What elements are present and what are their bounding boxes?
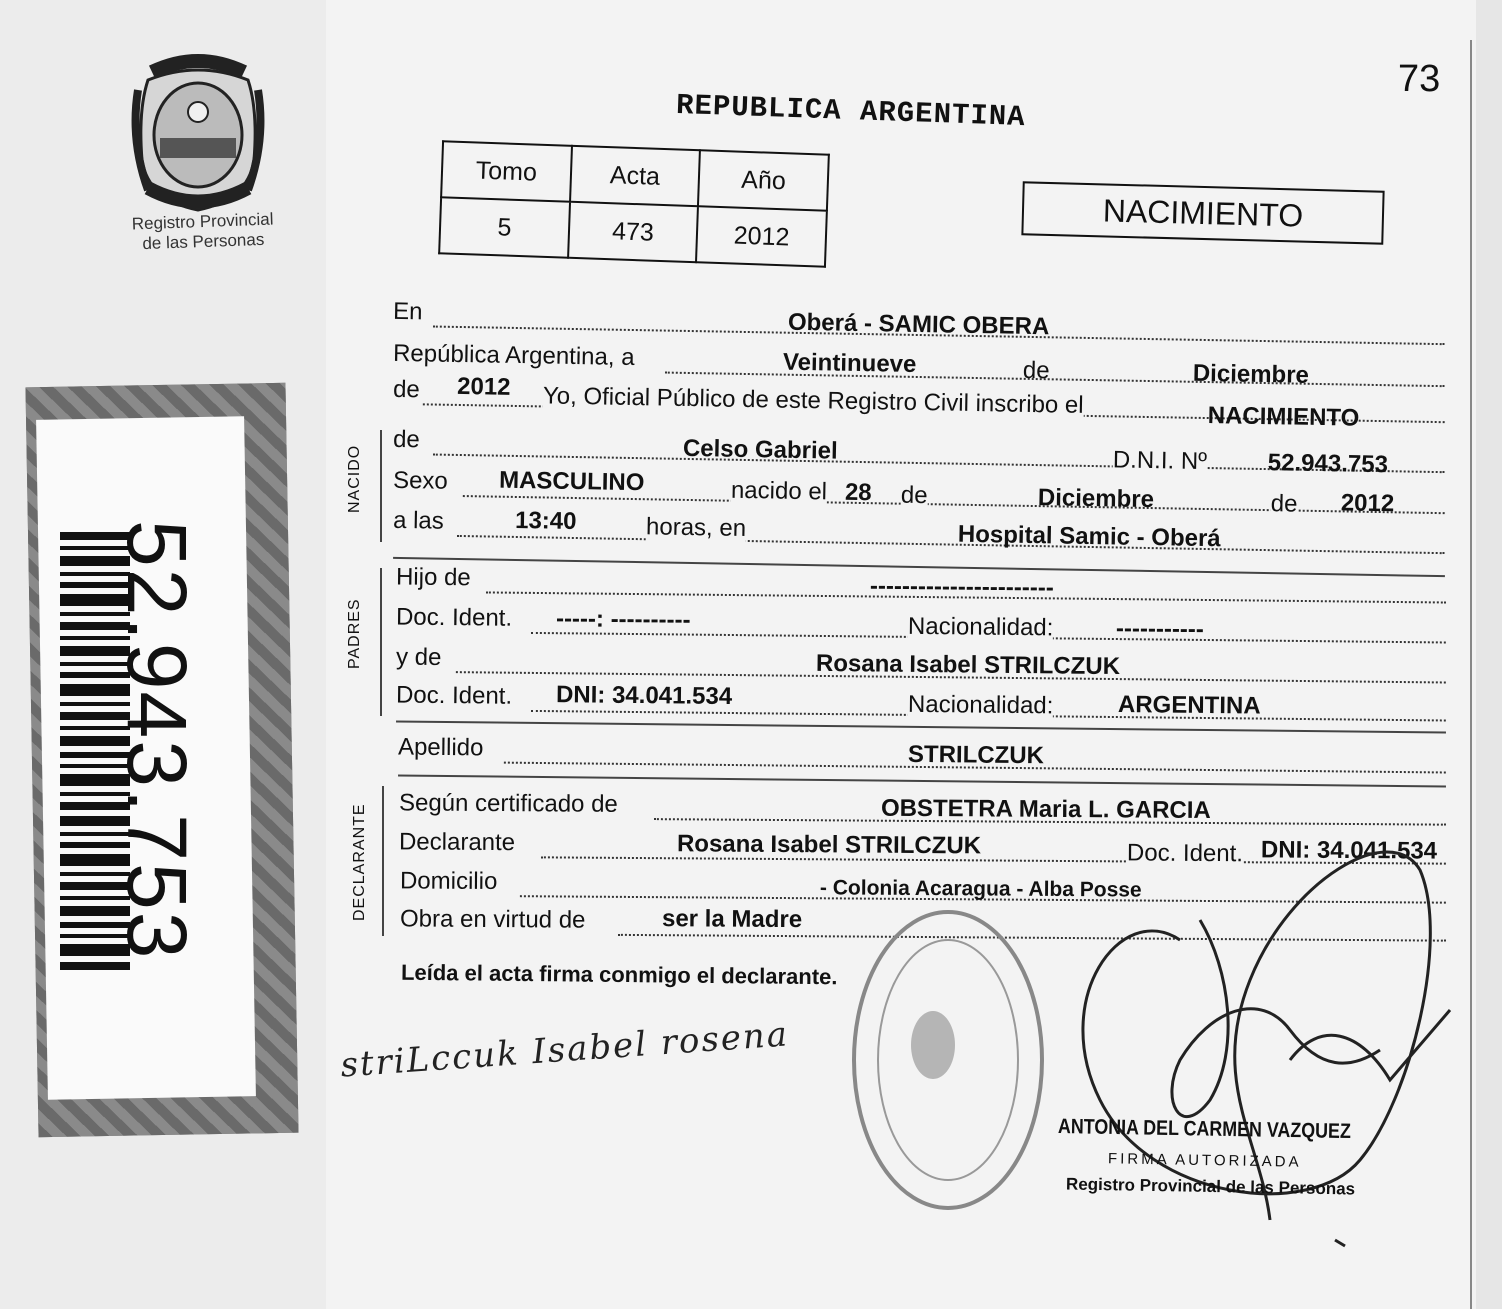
value-mother-doc: DNI: 34.041.534	[555, 681, 733, 711]
label-hijo-de: Hijo de	[395, 563, 471, 592]
label-dni: D.N.I. Nº	[1112, 446, 1208, 476]
value-domicilio: - Colonia Acaragua - Alba Posse	[819, 876, 1142, 902]
official-office: Registro Provincial de las Personas	[1065, 1174, 1356, 1199]
ref-value-acta: 473	[568, 202, 699, 262]
official-role: FIRMA AUTORIZADA	[1107, 1150, 1302, 1171]
padres-divider	[380, 568, 382, 716]
ref-header-ano: Año	[698, 150, 829, 210]
label-alas: a las	[392, 506, 445, 535]
declarant-handwritten-name: striLccuk Isabel rosena	[339, 1014, 791, 1086]
value-place: Oberá - SAMIC OBERA	[787, 308, 1050, 341]
label-apellido: Apellido	[397, 733, 484, 762]
label-nacido-el: nacido el	[730, 476, 828, 506]
label-yo: Yo, Oficial Público de este Registro Civil inscribo el	[542, 382, 1084, 419]
value-declarante-doc: DNI: 34.041.534	[1260, 836, 1438, 865]
province-seal-icon	[128, 50, 268, 215]
value-birth-month: Diciembre	[1037, 484, 1155, 514]
label-de: de	[900, 481, 928, 510]
reference-table	[438, 140, 830, 267]
value-certificate: OBSTETRA Maria L. GARCIA	[880, 794, 1211, 825]
ref-value-ano: 2012	[696, 206, 827, 266]
value-father-doc: -----: ----------	[555, 605, 691, 634]
registry-label-line2: de las Personas	[142, 229, 265, 254]
label-nacionalidad: Nacionalidad:	[907, 690, 1054, 720]
official-name: ANTONIA DEL CARMEN VAZQUEZ	[1057, 1115, 1352, 1144]
value-mother: Rosana Isabel STRILCZUK	[815, 649, 1121, 681]
label-y-de: y de	[395, 643, 442, 671]
label-de: de	[1270, 490, 1298, 518]
section-padres: PADRES	[346, 598, 363, 669]
label-obra: Obra en virtud de	[399, 905, 586, 934]
value-child-dni: 52.943.753	[1267, 449, 1389, 479]
official-stamp-icon	[848, 905, 1048, 1215]
value-father-nat: -----------	[1115, 615, 1205, 643]
ref-value-tomo: 5	[439, 197, 570, 257]
label-en: En	[392, 297, 423, 326]
value-father: -----------------------	[869, 572, 1054, 602]
value-record-word: NACIMIENTO	[1207, 402, 1360, 432]
value-declarante: Rosana Isabel STRILCZUK	[676, 830, 982, 860]
value-apellido: STRILCZUK	[907, 740, 1045, 770]
label-domicilio: Domicilio	[399, 867, 498, 896]
page-edge	[1470, 40, 1472, 1309]
label-de: de	[392, 425, 421, 454]
page-number: 73	[1398, 58, 1441, 100]
label-segun: Según certificado de	[398, 789, 618, 818]
label-nacionalidad: Nacionalidad:	[907, 612, 1054, 642]
country-title: REPUBLICA ARGENTINA	[675, 88, 1027, 135]
label-doc-ident: Doc. Ident.	[395, 603, 513, 632]
record-type-box: NACIMIENTO	[1021, 181, 1384, 244]
label-declarante: Declarante	[398, 828, 516, 857]
value-birth-place: Hospital Samic - Oberá	[957, 520, 1221, 553]
value-child-name: Celso Gabriel	[682, 434, 838, 465]
value-sexo: MASCULINO	[498, 466, 645, 497]
registry-label-line1: Registro Provincial	[131, 209, 274, 234]
value-year: 2012	[456, 372, 511, 401]
label-sexo: Sexo	[392, 466, 449, 495]
value-mother-nat: ARGENTINA	[1117, 691, 1261, 720]
label-horas: horas, en	[645, 513, 747, 542]
label-doc-ident: Doc. Ident.	[1126, 839, 1244, 868]
barcode-number: 52.943.753	[110, 520, 204, 961]
label-doc-ident: Doc. Ident.	[395, 681, 513, 710]
declarante-divider	[382, 786, 384, 936]
registry-label	[107, 209, 298, 256]
section-nacido: NACIDO	[346, 444, 363, 513]
value-birth-time: 13:40	[514, 506, 577, 536]
label-de: de	[1022, 356, 1050, 385]
label-de2: de	[392, 375, 421, 404]
section-declarante: DECLARANTE	[351, 803, 368, 921]
value-birth-day: 28	[844, 478, 872, 507]
label-republica: República Argentina, a	[392, 339, 635, 372]
ref-header-tomo: Tomo	[441, 141, 572, 201]
value-obra: ser la Madre	[661, 905, 803, 934]
closing-statement: Leída el acta firma conmigo el declarante.	[400, 959, 838, 990]
nacido-divider	[380, 430, 382, 542]
value-month: Diciembre	[1192, 359, 1310, 389]
ref-header-acta: Acta	[570, 146, 701, 206]
value-day-words: Veintinueve	[782, 348, 917, 378]
value-birth-year: 2012	[1340, 489, 1395, 518]
